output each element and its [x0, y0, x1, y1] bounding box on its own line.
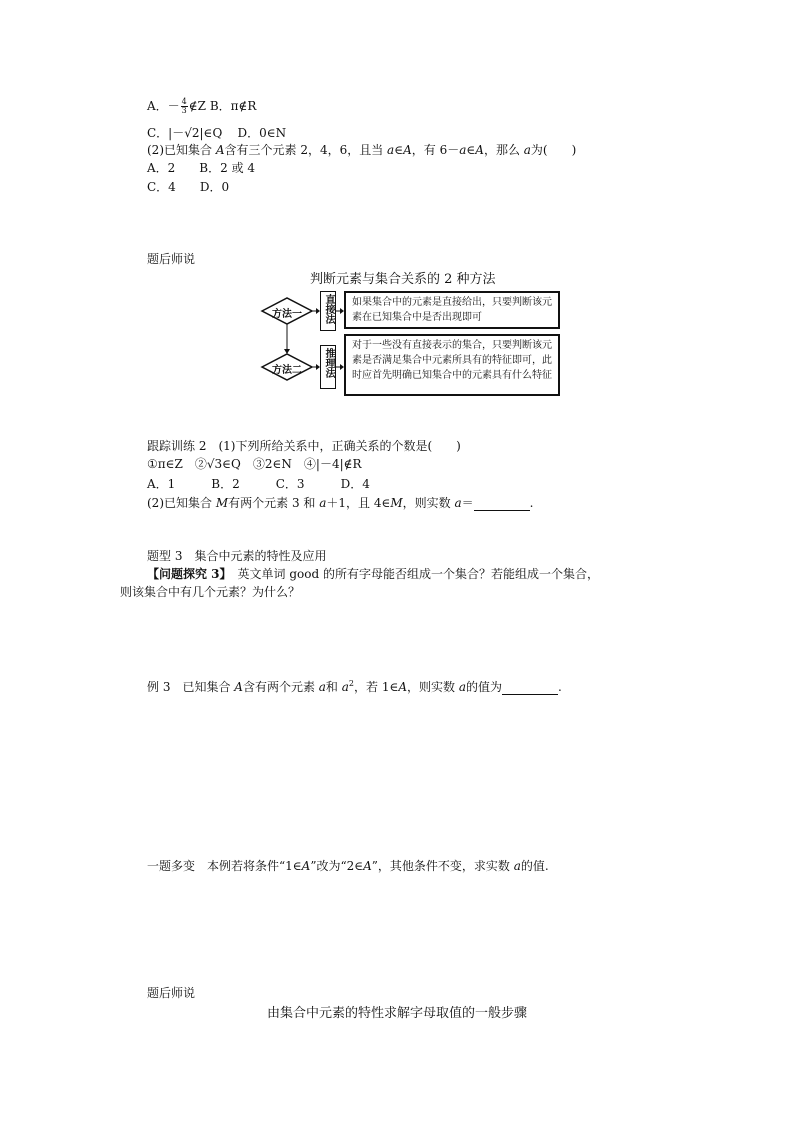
answer-blank[interactable]	[474, 498, 530, 511]
practice2-part2: (2)已知集合 M有两个元素 3 和 a＋1，且 4∈M，则实数 a＝ .	[147, 496, 534, 510]
reasoning-method-description: 对于一些没有直接表示的集合，只要判断该元素是否满足集合中元素所具有的特征即可，此时应首先明确已知集合中的元素具有什么特征	[344, 334, 560, 396]
q1-option-ab: A．－ $\frac{4}{3}$ ∉Z B．π∉R	[147, 97, 257, 115]
method2-label: 方法二	[272, 365, 302, 376]
q2-options-ab: A．2 B．2 或 4	[147, 161, 256, 175]
section-heading-tihou: 题后师说	[147, 252, 196, 266]
direct-method-box: 直接法	[320, 291, 336, 331]
q2-options-cd: C．4 D．0	[147, 180, 230, 194]
q1-option-cd: C．|－√2|∈Q D．0∈N	[147, 126, 287, 140]
practice2-options: A．1 B．2 C．3 D．4	[147, 477, 370, 491]
flowchart-title: 判断元素与集合关系的 2 种方法	[310, 272, 496, 287]
steps-title: 由集合中元素的特性求解字母取值的一般步骤	[266, 1006, 527, 1021]
example3: 例 3 已知集合 A含有两个元素 a和 $a^2$，若 1∈A，则实数 a的值为 .	[147, 679, 562, 694]
practice2-title: 跟踪训练 2 (1)下列所给关系中，正确关系的个数是( )	[147, 439, 461, 453]
fraction: $\frac{4}{3}$	[181, 97, 187, 115]
q2-stem: (2)已知集合 A含有三个元素 2，4，6，且当 a∈A，有 6－a∈A，那么 a为( )	[147, 143, 577, 157]
section-heading-tihou-2: 题后师说	[147, 986, 196, 1000]
explore3-line2: 则该集合中有几个元素？为什么？	[120, 585, 301, 599]
variation-problem: 一题多变 本例若将条件“1∈A”改为“2∈A”，其他条件不变，求实数 a的值.	[147, 859, 549, 873]
method1-label: 方法一	[272, 309, 302, 320]
topic3-title: 题型 3 集合中元素的特性及应用	[147, 549, 327, 563]
practice2-items: ①π∈Z ②√3∈Q ③2∈N ④|－4|∉R	[147, 457, 362, 471]
explore3-line1: 【问题探究 3】 英文单词 good 的所有字母能否组成一个集合？若能组成一个集合，	[147, 567, 599, 581]
reasoning-method-box: 推理法	[320, 345, 336, 389]
direct-method-description: 如果集合中的元素是直接给出，只要判断该元素在已知集合中是否出现即可	[344, 291, 560, 329]
answer-blank-example3[interactable]	[502, 682, 558, 695]
